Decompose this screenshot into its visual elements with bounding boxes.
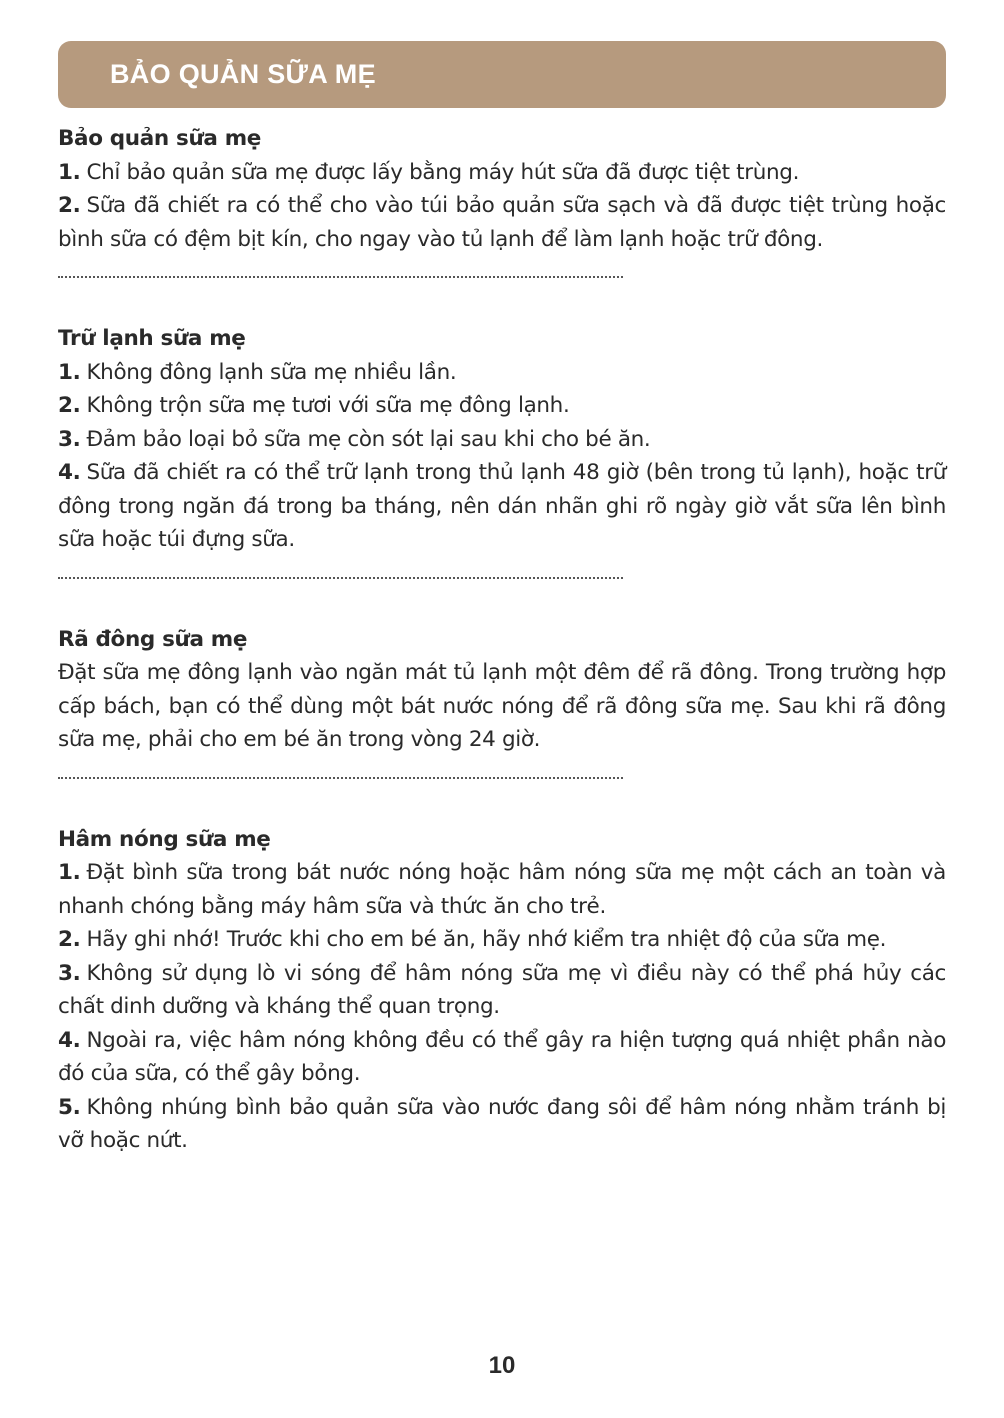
item-number: 2. <box>58 927 81 952</box>
section-heading: Bảo quản sữa mẹ <box>58 126 261 151</box>
section-heading: Rã đông sữa mẹ <box>58 626 248 652</box>
item-text: Sữa đã chiết ra có thể trữ lạnh trong thủ lạnh 48 giờ (bên trong tủ lạnh), hoặc trữ đông trong ngăn đá trong ba tháng, nên dán nhãn ghi rõ ngày giờ vắt sữa lên bình sữa hoặc túi đựng sữa. <box>58 460 946 552</box>
item-number: 2. <box>58 193 81 218</box>
list-item <box>58 389 946 423</box>
section-storage <box>58 122 946 289</box>
item-number: 4. <box>58 460 81 485</box>
dotted-divider <box>58 757 623 790</box>
list-item <box>58 856 946 923</box>
item-text: Không sử dụng lò vi sóng để hâm nóng sữa mẹ vì điều này có thể phá hủy các chất dinh dưỡng và kháng thể quan trọng. <box>58 960 946 1019</box>
page-number: 10 <box>488 1352 516 1379</box>
item-text: Ngoài ra, việc hâm nóng không đều có thể gây ra hiện tượng quá nhiệt phần nào đó của sữa, có thể gây bỏng. <box>58 1027 946 1086</box>
item-text: Đặt bình sữa trong bát nước nóng hoặc hâm nóng sữa mẹ một cách an toàn và nhanh chóng bằng máy hâm sữa và thức ăn cho trẻ. <box>58 860 946 919</box>
list-item <box>58 356 946 390</box>
item-text: Không nhúng bình bảo quản sữa vào nước đang sôi để hâm nóng nhằm tránh bị vỡ hoặc nứt. <box>58 1094 946 1153</box>
list-item <box>58 957 946 1024</box>
item-number: 4. <box>58 1027 81 1053</box>
list-item <box>58 1024 946 1091</box>
list-item <box>58 423 946 457</box>
item-text: Không đông lạnh sữa mẹ nhiều lần. <box>86 359 457 385</box>
section-thawing <box>58 623 946 790</box>
list-item <box>58 1091 946 1158</box>
item-number: 3. <box>58 426 81 452</box>
item-text: Hãy ghi nhớ! Trước khi cho em bé ăn, hãy nhớ kiểm tra nhiệt độ của sữa mẹ. <box>86 927 887 952</box>
section-heading: Trữ lạnh sữa mẹ <box>58 326 246 351</box>
item-text: Đảm bảo loại bỏ sữa mẹ còn sót lại sau khi cho bé ăn. <box>86 426 651 452</box>
section-warming <box>58 823 946 1158</box>
list-item <box>58 456 946 557</box>
list-item <box>58 923 946 957</box>
item-number: 1. <box>58 159 81 185</box>
list-item <box>58 156 946 190</box>
section-refrigeration <box>58 322 946 590</box>
item-text: Không trộn sữa mẹ tươi với sữa mẹ đông lạnh. <box>86 393 570 418</box>
dotted-divider <box>58 557 623 590</box>
item-number: 2. <box>58 393 81 418</box>
section-header-bar <box>58 41 946 108</box>
item-number: 1. <box>58 359 81 385</box>
section-heading: Hâm nóng sữa mẹ <box>58 826 271 852</box>
page-title: BẢO QUẢN SỮA MẸ <box>110 59 376 89</box>
item-number: 5. <box>58 1094 81 1120</box>
section-paragraph: Đặt sữa mẹ đông lạnh vào ngăn mát tủ lạnh một đêm để rã đông. Trong trường hợp cấp bách, bạn có thể dùng một bát nước nóng để rã đông sữa mẹ. Sau khi rã đông sữa mẹ, phải cho em bé ăn trong vòng 24 giờ. <box>58 660 946 752</box>
item-text: Chỉ bảo quản sữa mẹ được lấy bằng máy hút sữa đã được tiệt trùng. <box>86 159 800 185</box>
dotted-divider <box>58 256 623 289</box>
item-number: 1. <box>58 860 81 885</box>
item-text: Sữa đã chiết ra có thể cho vào túi bảo quản sữa sạch và đã được tiệt trùng hoặc bình sữa có đệm bịt kín, cho ngay vào tủ lạnh để làm lạnh hoặc trữ đông. <box>58 193 946 252</box>
list-item <box>58 189 946 256</box>
document-body <box>58 122 946 1158</box>
item-number: 3. <box>58 960 81 986</box>
